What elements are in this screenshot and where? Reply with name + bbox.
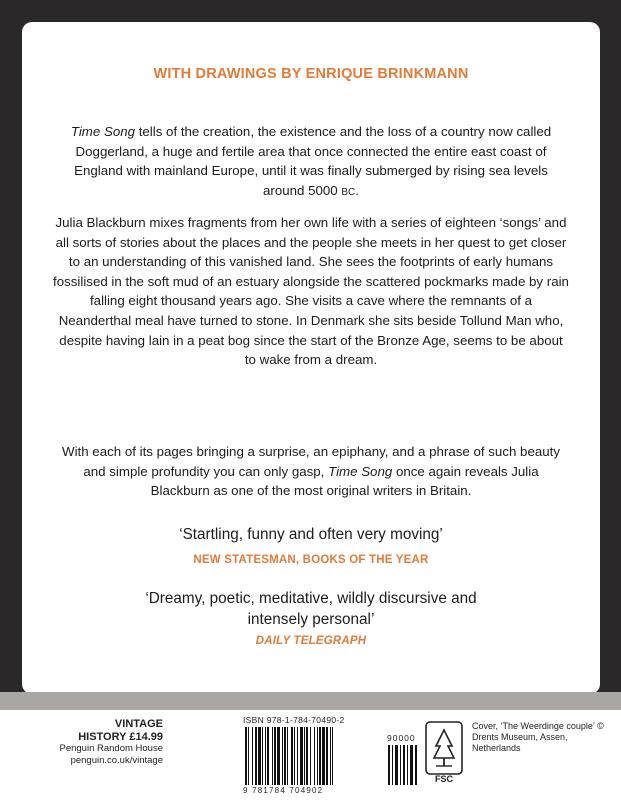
barcode-block [243,715,423,799]
publisher-website: penguin.co.uk/vintage [70,754,163,766]
review-source: DAILY TELEGRAPH [255,635,367,647]
barcode-icon [243,727,383,785]
review-source: NEW STATESMAN, BOOKS OF THE YEAR [193,554,429,566]
back-cover-page [22,22,600,694]
illustrator-credit-heading: WITH DRAWINGS BY ENRIQUE BRINKMANN [153,66,469,82]
fsc-label: FSC [435,774,453,784]
blurb-paragraph-1: Time Song tells of the creation, the existence and the loss of a country now called Doggerland, a huge and fertile area that once connected the entire east coast of England with mainland Europe, until it was finally submerged by rising sea levels around 5000 BC. [70,124,552,198]
isbn-text: ISBN 978-1-784-70490-2 [243,715,345,725]
era-abbreviation: BC [341,186,356,198]
divider-strip [0,692,621,710]
review-quote: ‘Startling, funny and often very moving’ [179,526,443,543]
imprint-name: VINTAGE [114,718,163,730]
barcode-digits: 9 781784 704902 [243,786,324,795]
imprint-block [8,718,163,766]
category-price: HISTORY £14.99 [78,730,163,743]
blurb-paragraph-2: Julia Blackburn mixes fragments from her own life with a series of eighteen ‘songs’ and all sorts of stories about the places and the people she meets in her quest to get closer to an understanding of this vanished land. She sees the footprints of early humans fossilised in the soft mud of an estuary alongside the scattered pockmarks made by rain falling eight thousand years ago. She visits a cave where the remnants of a Neanderthal meal have turned to stone. In Denmark she sits beside Tollund Man who, despite having lain in a peat bog since the start of the Bronze Age, seems to be about to wake from a dream. [53,215,569,368]
publisher-name: Penguin Random House [59,743,163,754]
blurb-text: tells of the creation, the existence and the loss of a country now called Doggerland, a huge and fertile area that once connected the entire east coast of England with mainland Europe, until it was finally submerged by rising sea levels around 5000 [74,124,552,198]
cover-image-credit: Cover, ‘The Weerdinge couple’ © Drents Museum, Assen, Netherlands [472,721,604,753]
review-quote: ‘Dreamy, poetic, meditative, wildly discursive and intensely personal’ [145,590,477,628]
book-title: Time Song [328,463,393,479]
book-title: Time Song [70,124,136,139]
barcode-strip [0,710,621,800]
blurb-paragraph-3: With each of its pages bringing a surprise, an epiphany, and a phrase of such beauty and simple profundity you can only gasp, Time Song once again reveals Julia Blackburn as one of the most original writers in Britain. [62,444,560,499]
price-barcode-icon [387,745,419,785]
price-code: 90000 [387,733,416,743]
